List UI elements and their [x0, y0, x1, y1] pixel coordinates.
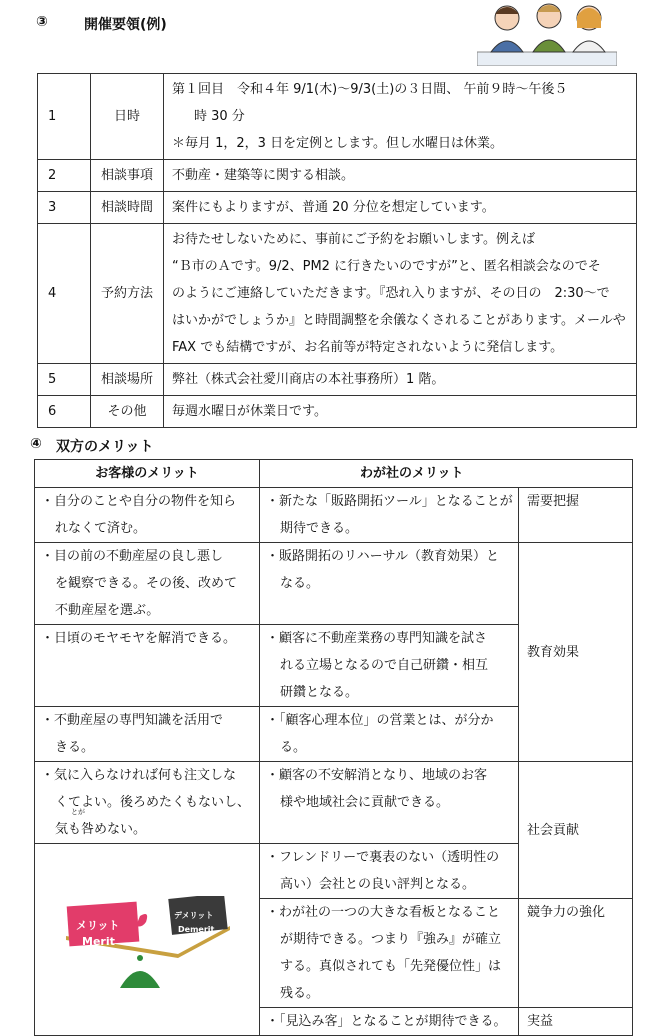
cell-line: ・日頃のモヤモヤを解消できる。: [41, 631, 237, 646]
company-merit: [260, 543, 519, 625]
desc-line: はいかがでしょうか』と時間調整を余儀なくされることがあります。メールや: [172, 313, 626, 328]
desc-line: ＊毎月 1，2，3 日を定例とします。但し水曜日は休業。: [172, 136, 504, 151]
row-item: 相談時間: [91, 192, 164, 224]
category-competitiveness: 競争力の強化: [519, 899, 633, 1008]
company-merit: [260, 899, 519, 1008]
desc-line: 案件にもよりますが、普通 20 分位を想定しています。: [172, 200, 495, 215]
cell-line: ・顧客に不動産業務の専門知識を試さ: [266, 631, 488, 646]
table-row: [38, 74, 637, 160]
section3-title: 開催要領(例): [84, 17, 167, 33]
cell-line: ・わが社の一つの大きな看板となること: [266, 905, 501, 920]
row-number: 4: [38, 224, 91, 364]
table-row: [38, 160, 637, 192]
cell-line: ・気に入らなければ何も注文しな: [41, 768, 237, 783]
customer-merit: [35, 488, 260, 543]
merit-jp-label: メリット: [76, 918, 120, 932]
table-header-row: [35, 460, 633, 488]
cell-line: ・目の前の不動産屋の良し悪し: [41, 549, 224, 564]
company-merit: [260, 625, 519, 707]
company-merit: [260, 844, 519, 899]
cell-line: ・不動産屋の専門知識を活用で: [41, 713, 224, 728]
table-row: [38, 192, 637, 224]
row-number: 3: [38, 192, 91, 224]
demerit-jp-label: デメリット: [174, 910, 214, 920]
cell-line: くてよい。後ろめたくもないし、: [55, 795, 251, 810]
cell-line: 高い）会社との良い評判となる。: [280, 877, 476, 892]
cell-line: ・新たな「販路開拓ツール」となることが: [266, 494, 513, 509]
category-demand: 需要把握: [519, 488, 633, 543]
customer-merit: [35, 625, 260, 707]
demerit-en-label: Demerit: [178, 924, 215, 934]
company-merit: [260, 1008, 519, 1036]
row-item: 相談事項: [91, 160, 164, 192]
company-merit-header: わが社のメリット: [260, 460, 633, 488]
customer-merit: [35, 707, 260, 762]
table-row: [38, 396, 637, 428]
table-row: [35, 488, 633, 543]
row-description: [164, 192, 637, 224]
row-description: [164, 224, 637, 364]
ruby-annotation: とが: [71, 808, 85, 816]
desc-line: 弊社（株式会社愛川商店の本社事務所）1 階。: [172, 372, 445, 387]
desc-line: 第１回目 令和４年 9/1(木)～9/3(土)の３日間、 午前９時～午後５: [172, 82, 568, 97]
table-row: [35, 543, 633, 625]
row-description: [164, 160, 637, 192]
cell-line: ・顧客の不安解消となり、地域のお客: [266, 768, 488, 783]
table-row: [38, 224, 637, 364]
people-illustration: [477, 0, 617, 66]
cell-line: ・フレンドリーで裏表のない（透明性の: [266, 850, 500, 865]
table-row: [35, 762, 633, 844]
cell-line-with-ruby: [41, 808, 255, 843]
cell-line: 残る。: [280, 986, 320, 1001]
category-social: 社会貢献: [519, 762, 633, 899]
cell-line: 様や地域社会に貢献できる。: [280, 795, 450, 810]
desc-line: 毎週水曜日が休業日です。: [172, 404, 327, 419]
section3-number: ③: [36, 14, 48, 30]
section4-title: 双方のメリット: [56, 439, 154, 455]
row-item: その他: [91, 396, 164, 428]
merit-en-label: Merit: [82, 934, 115, 948]
cell-line: れる立場となるので自己研鑽・相互: [280, 658, 489, 673]
cell-line: 研鑽となる。: [280, 685, 359, 700]
desc-line: お待たせしないために、事前にご予約をお願いします。例えば: [172, 232, 535, 247]
table-row: [38, 364, 637, 396]
cell-line: きる。: [55, 740, 95, 755]
cell-line: なる。: [280, 576, 320, 591]
desc-line: “Ｂ市のＡです。9/2、PM2 に行きたいのですが”と、匿名相談会なのでそ: [172, 259, 601, 274]
desc-line: 時 30 分: [194, 109, 245, 124]
cell-line: 期待できる。: [280, 521, 359, 536]
category-education: 教育効果: [519, 543, 633, 762]
row-number: 2: [38, 160, 91, 192]
event-outline-table: [37, 73, 637, 428]
cell-line: れなくて済む。: [55, 521, 147, 536]
customer-merit-header: お客様のメリット: [35, 460, 260, 488]
cell-line: が期待できる。つまり『強み』が確立: [280, 932, 502, 947]
cell-line: する。真似されても「先発優位性」は: [280, 959, 502, 974]
row-number: 5: [38, 364, 91, 396]
row-description: [164, 364, 637, 396]
merit-illustration-cell: [35, 844, 260, 1036]
cell-line: ・自分のことや自分の物件を知ら: [41, 494, 237, 509]
row-description: [164, 74, 637, 160]
merit-demerit-illustration: [60, 896, 236, 992]
row-number: 6: [38, 396, 91, 428]
desc-line: FAX でも結構ですが、お名前等が特定されないように発信します。: [172, 340, 564, 355]
section4-number: ④: [30, 436, 42, 452]
cell-line: ・「顧客心理本位」の営業とは、が分か: [266, 713, 494, 728]
cell-line: を観察できる。その後、改めて: [55, 576, 238, 591]
desc-line: のようにご連絡していただきます。『恐れ入りますが、その日の 2:30～で: [172, 286, 610, 301]
cell-line: 不動産屋を選ぶ。: [55, 603, 160, 618]
cell-line: ・「見込み客」となることが期待できる。: [266, 1014, 507, 1029]
cell-line: 気も咎めない。: [55, 822, 147, 837]
row-item: 日時: [91, 74, 164, 160]
row-item: 相談場所: [91, 364, 164, 396]
company-merit: [260, 762, 519, 844]
customer-merit: [35, 762, 260, 844]
category-profit: 実益: [519, 1008, 633, 1036]
customer-merit: [35, 543, 260, 625]
cell-line: ・販路開拓のリハーサル（教育効果）と: [266, 549, 499, 564]
cell-line: る。: [280, 740, 307, 755]
row-number: 1: [38, 74, 91, 160]
desc-line: 不動産・建築等に関する相談。: [172, 168, 355, 183]
company-merit: [260, 488, 519, 543]
company-merit: [260, 707, 519, 762]
row-item: 予約方法: [91, 224, 164, 364]
merits-table: [34, 459, 633, 1036]
row-description: [164, 396, 637, 428]
